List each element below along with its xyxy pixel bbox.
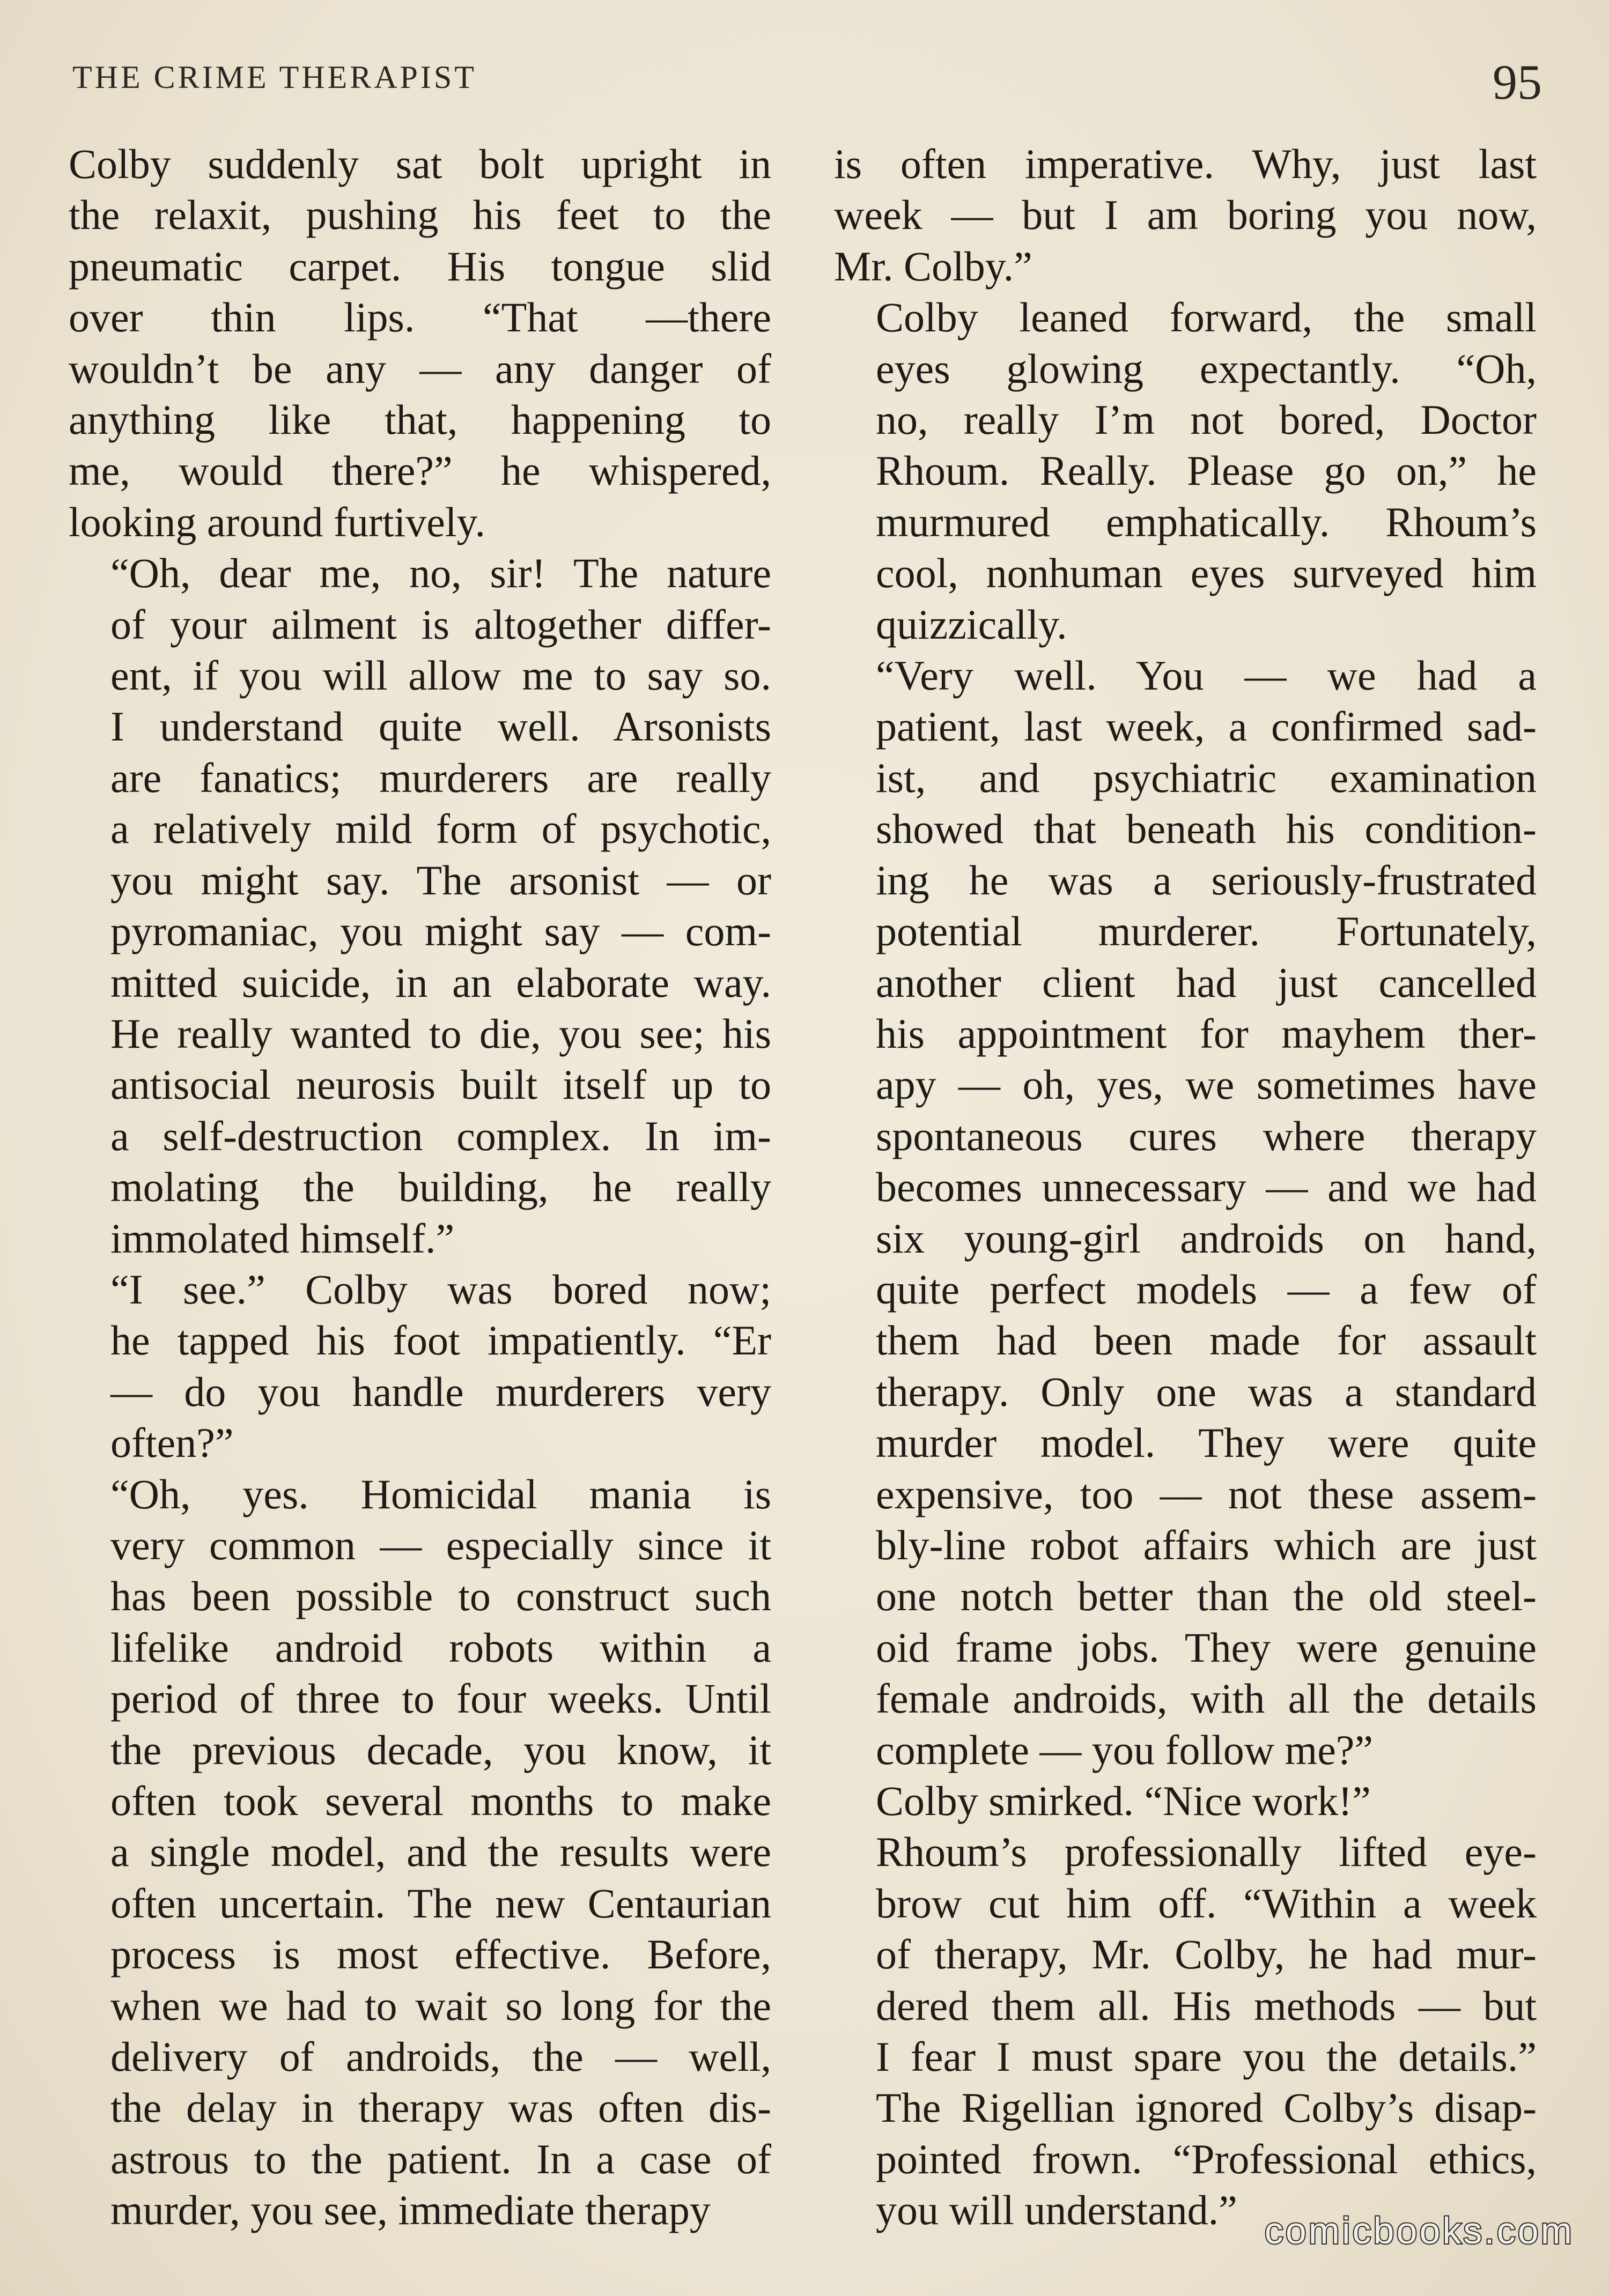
text-line: antisocial neurosis built itself up to xyxy=(110,1061,771,1108)
text-line: his appointment for mayhem ther- xyxy=(876,1010,1537,1057)
running-title: THE CRIME THERAPIST xyxy=(72,60,477,95)
paragraph xyxy=(834,292,1537,650)
paragraph xyxy=(834,1826,1537,2235)
text-line: ent, if you will allow me to say so. xyxy=(110,652,771,699)
paragraph xyxy=(834,650,1537,1775)
paragraph xyxy=(69,547,771,1264)
text-line: He really wanted to die, you see; his xyxy=(110,1010,771,1057)
text-line: of therapy, Mr. Colby, he had mur- xyxy=(876,1931,1537,1978)
text-line: “Oh, dear me, no, sir! The nature xyxy=(110,550,771,597)
text-line: therapy. Only one was a standard xyxy=(876,1368,1537,1415)
text-line: murder model. They were quite xyxy=(876,1419,1537,1467)
text-line: The Rigellian ignored Colby’s disap- xyxy=(876,2084,1537,2131)
text-line: brow cut him off. “Within a week xyxy=(876,1879,1537,1927)
text-line: of your ailment is altogether differ- xyxy=(110,601,771,648)
text-line: cool, nonhuman eyes surveyed him xyxy=(876,550,1537,597)
text-line: are fanatics; murderers are really xyxy=(110,754,771,801)
text-line: he tapped his foot impatiently. “Er xyxy=(110,1317,771,1364)
text-line: delivery of androids, the — well, xyxy=(110,2033,771,2080)
text-line: is often imperative. Why, just last xyxy=(834,140,1537,187)
text-line: another client had just cancelled xyxy=(876,959,1537,1006)
text-line: molating the building, he really xyxy=(110,1164,771,1211)
paragraph xyxy=(834,1775,1537,1826)
text-line: often uncertain. The new Centaurian xyxy=(110,1879,771,1927)
text-line: wouldn’t be any — any danger of xyxy=(69,345,771,392)
text-line: the relaxit, pushing his feet to the xyxy=(69,191,771,239)
text-line: has been possible to construct such xyxy=(110,1573,771,1620)
text-line: mitted suicide, in an elaborate way. xyxy=(110,959,771,1006)
text-line: you might say. The arsonist — or xyxy=(110,856,771,903)
text-line: Colby smirked. “Nice work!” xyxy=(876,1777,1371,1824)
text-line: bly-line robot affairs which are just xyxy=(876,1521,1537,1568)
text-line: Colby leaned forward, the small xyxy=(876,294,1537,341)
text-line: patient, last week, a confirmed sad- xyxy=(876,703,1537,750)
right-text-column xyxy=(834,138,1537,2236)
text-line: dered them all. His methods — but xyxy=(876,1982,1537,2029)
text-line: murmured emphatically. Rhoum’s xyxy=(876,498,1537,545)
text-line: the previous decade, you know, it xyxy=(110,1726,771,1773)
text-line: female androids, with all the details xyxy=(876,1675,1537,1722)
site-watermark: comicbooks.com xyxy=(1264,2210,1574,2251)
text-line: looking around furtively. xyxy=(69,498,485,545)
paragraph xyxy=(69,138,771,547)
text-line: a single model, and the results were xyxy=(110,1828,771,1876)
text-line: the delay in therapy was often dis- xyxy=(110,2084,771,2131)
paragraph xyxy=(834,138,1537,292)
text-line: over thin lips. “That —there xyxy=(69,294,771,341)
text-line: ist, and psychiatric examination xyxy=(876,754,1537,801)
page-number: 95 xyxy=(1493,55,1542,109)
text-line: anything like that, happening to xyxy=(69,396,771,443)
text-line: week — but I am boring you now, xyxy=(834,191,1537,239)
text-line: when we had to wait so long for the xyxy=(110,1982,771,2029)
text-line: no, really I’m not bored, Doctor xyxy=(876,396,1537,443)
text-line: pneumatic carpet. His tongue slid xyxy=(69,242,771,290)
text-line: ing he was a seriously-frustrated xyxy=(876,856,1537,903)
text-line: Rhoum’s professionally lifted eye- xyxy=(876,1828,1537,1876)
text-line: expensive, too — not these assem- xyxy=(876,1470,1537,1517)
text-line: often?” xyxy=(110,1419,234,1467)
paragraph xyxy=(69,1264,771,1469)
text-line: eyes glowing expectantly. “Oh, xyxy=(876,345,1537,392)
text-line: very common — especially since it xyxy=(110,1521,771,1568)
text-line: pyromaniac, you might say — com- xyxy=(110,908,771,955)
text-line: period of three to four weeks. Until xyxy=(110,1675,771,1722)
text-line: Rhoum. Really. Please go on,” he xyxy=(876,447,1537,494)
text-line: — do you handle murderers very xyxy=(110,1368,771,1415)
text-line: lifelike android robots within a xyxy=(110,1624,771,1671)
text-line: oid frame jobs. They were genuine xyxy=(876,1624,1537,1671)
text-line: pointed frown. “Professional ethics, xyxy=(876,2135,1537,2182)
text-line: a relatively mild form of psychotic, xyxy=(110,805,771,853)
text-line: them had been made for assault xyxy=(876,1317,1537,1364)
text-line: immolated himself.” xyxy=(110,1214,455,1262)
text-line: spontaneous cures where therapy xyxy=(876,1112,1537,1159)
text-line: murder, you see, immediate therapy xyxy=(110,2187,711,2234)
text-line: Colby suddenly sat bolt upright in xyxy=(69,140,771,187)
text-line: process is most effective. Before, xyxy=(110,1931,771,1978)
text-line: potential murderer. Fortunately, xyxy=(876,908,1537,955)
text-line: apy — oh, yes, we sometimes have xyxy=(876,1061,1537,1108)
text-line: me, would there?” he whispered, xyxy=(69,447,771,494)
text-line: quizzically. xyxy=(876,601,1067,648)
text-line: “I see.” Colby was bored now; xyxy=(110,1265,771,1313)
text-line: “Oh, yes. Homicidal mania is xyxy=(110,1470,771,1517)
text-line: becomes unnecessary — and we had xyxy=(876,1164,1537,1211)
text-line: “Very well. You — we had a xyxy=(876,652,1537,699)
text-line: showed that beneath his condition- xyxy=(876,805,1537,853)
text-line: six young-girl androids on hand, xyxy=(876,1214,1537,1262)
text-line: complete — you follow me?” xyxy=(876,1726,1374,1773)
text-line: I understand quite well. Arsonists xyxy=(110,703,771,750)
text-line: you will understand.” xyxy=(876,2187,1237,2234)
left-text-column xyxy=(69,138,771,2236)
text-line: quite perfect models — a few of xyxy=(876,1265,1537,1313)
paragraph xyxy=(69,1469,771,2236)
text-line: often took several months to make xyxy=(110,1777,771,1824)
text-line: I fear I must spare you the details.” xyxy=(876,2033,1537,2080)
text-line: a self-destruction complex. In im- xyxy=(110,1112,771,1159)
text-line: Mr. Colby.” xyxy=(834,242,1032,290)
text-line: astrous to the patient. In a case of xyxy=(110,2135,771,2182)
text-line: one notch better than the old steel- xyxy=(876,1573,1537,1620)
